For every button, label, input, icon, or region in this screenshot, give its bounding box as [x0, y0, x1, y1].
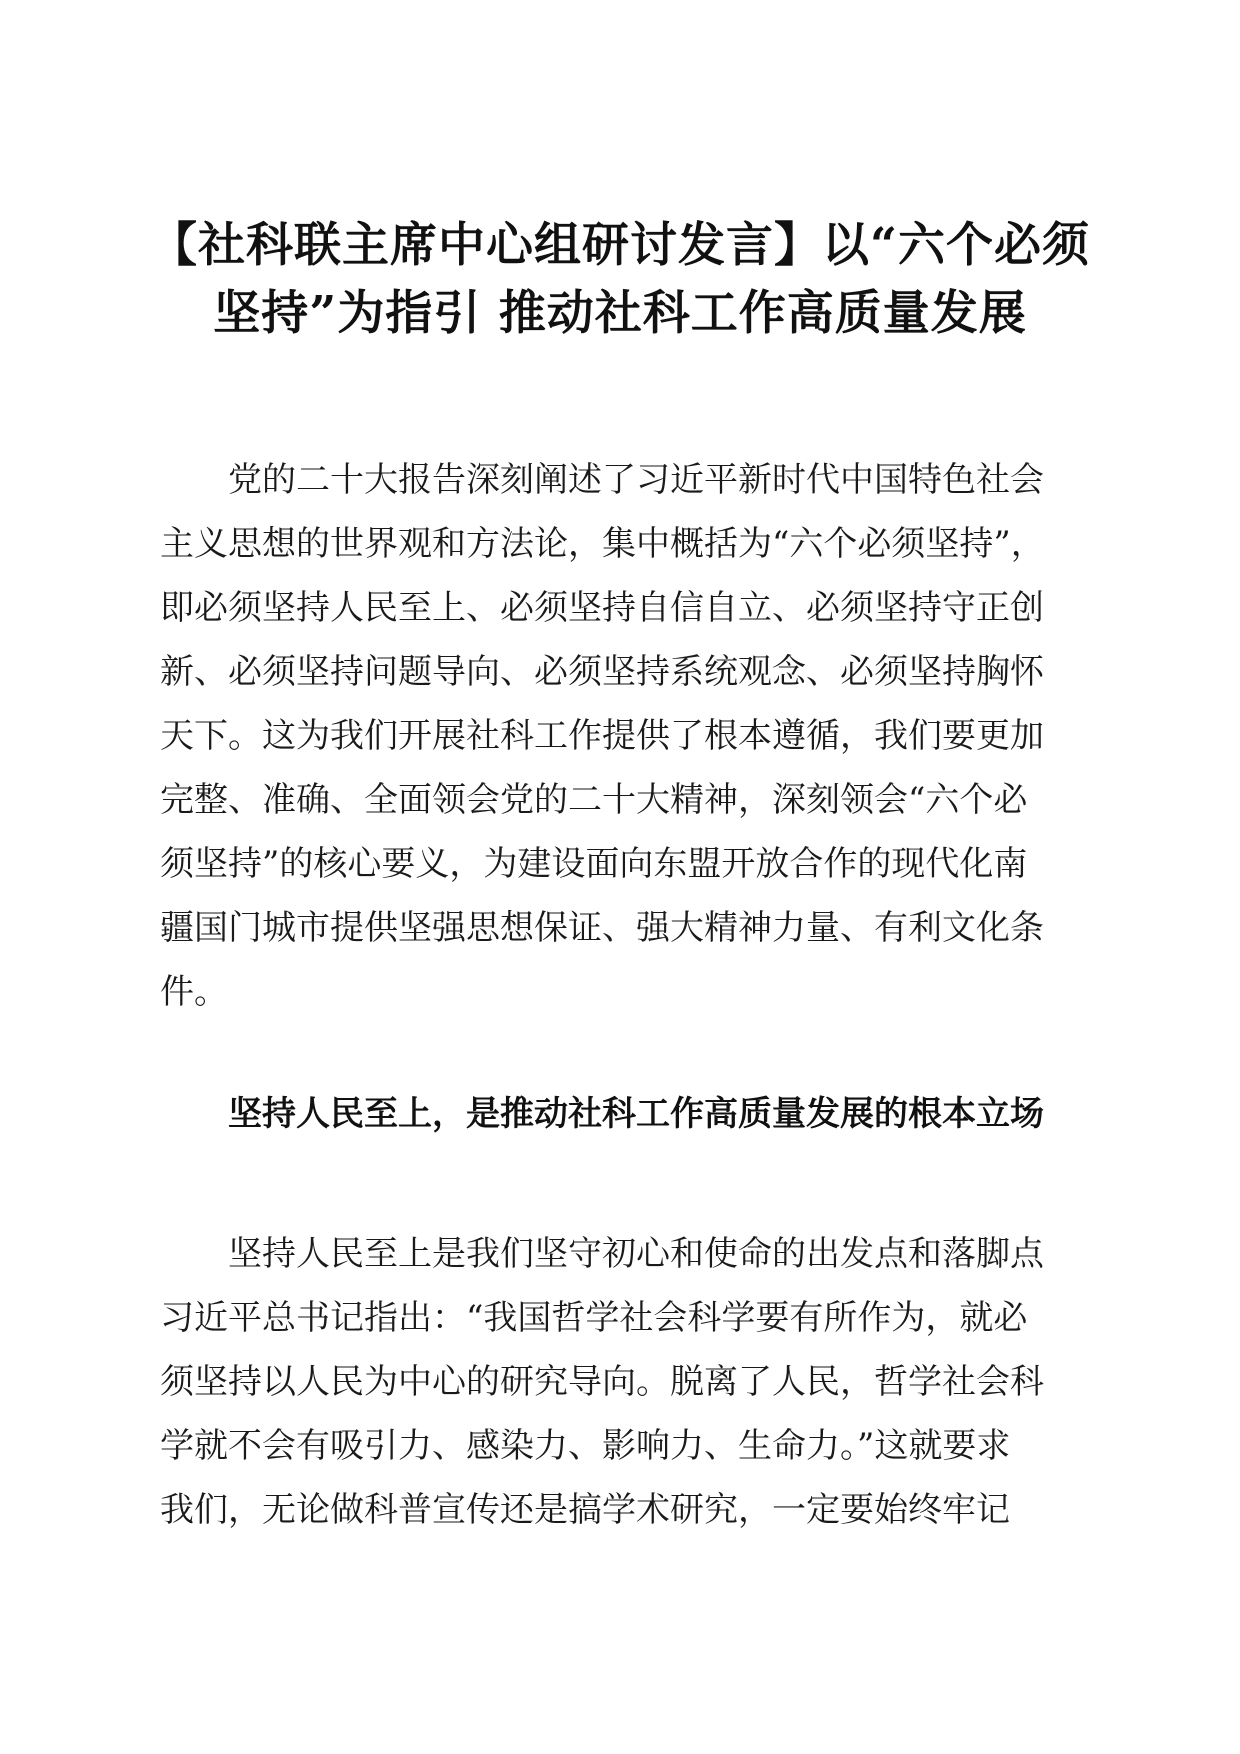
paragraph-line: 我们，无论做科普宣传还是搞学术研究，一定要始终牢记 [160, 1490, 1010, 1530]
paragraph-line: 件。 [160, 972, 228, 1012]
paragraph-line: 即必须坚持人民至上、必须坚持自信自立、必须坚持守正创 [160, 588, 1044, 628]
paragraph-line: 新、必须坚持问题导向、必须坚持系统观念、必须坚持胸怀 [160, 652, 1044, 692]
paragraph-line: 须坚持以人民为中心的研究导向。脱离了人民，哲学社会科 [160, 1362, 1044, 1402]
paragraph-line: 习近平总书记指出：“我国哲学社会科学要有所作为，就必 [160, 1298, 1028, 1338]
paragraph-line: 学就不会有吸引力、感染力、影响力、生命力。”这就要求 [160, 1426, 1011, 1466]
title-line: 【社科联主席中心组研讨发言】以“六个必须 [149, 218, 1091, 273]
paragraph-line: 党的二十大报告深刻阐述了习近平新时代中国特色社会 [228, 460, 1044, 500]
paragraph-line: 疆国门城市提供坚强思想保证、强大精神力量、有利文化条 [160, 908, 1044, 948]
paragraph-line: 须坚持”的核心要义，为建设面向东盟开放合作的现代化南 [160, 844, 1028, 884]
paragraph-line: 完整、准确、全面领会党的二十大精神，深刻领会“六个必 [160, 780, 1028, 820]
section-paragraph [160, 1222, 1080, 1542]
section-heading: 坚持人民至上，是推动社科工作高质量发展的根本立场 [228, 1094, 1044, 1134]
paragraph-line: 天下。这为我们开展社科工作提供了根本遵循，我们要更加 [160, 716, 1044, 756]
title-line: 坚持”为指引 推动社科工作高质量发展 [213, 286, 1027, 341]
document-title [140, 212, 1100, 348]
paragraph-line: 主义思想的世界观和方法论，集中概括为“六个必须坚持”， [160, 524, 1045, 564]
paragraph-line: 坚持人民至上是我们坚守初心和使命的出发点和落脚点 [228, 1234, 1044, 1274]
intro-paragraph [160, 448, 1080, 1024]
